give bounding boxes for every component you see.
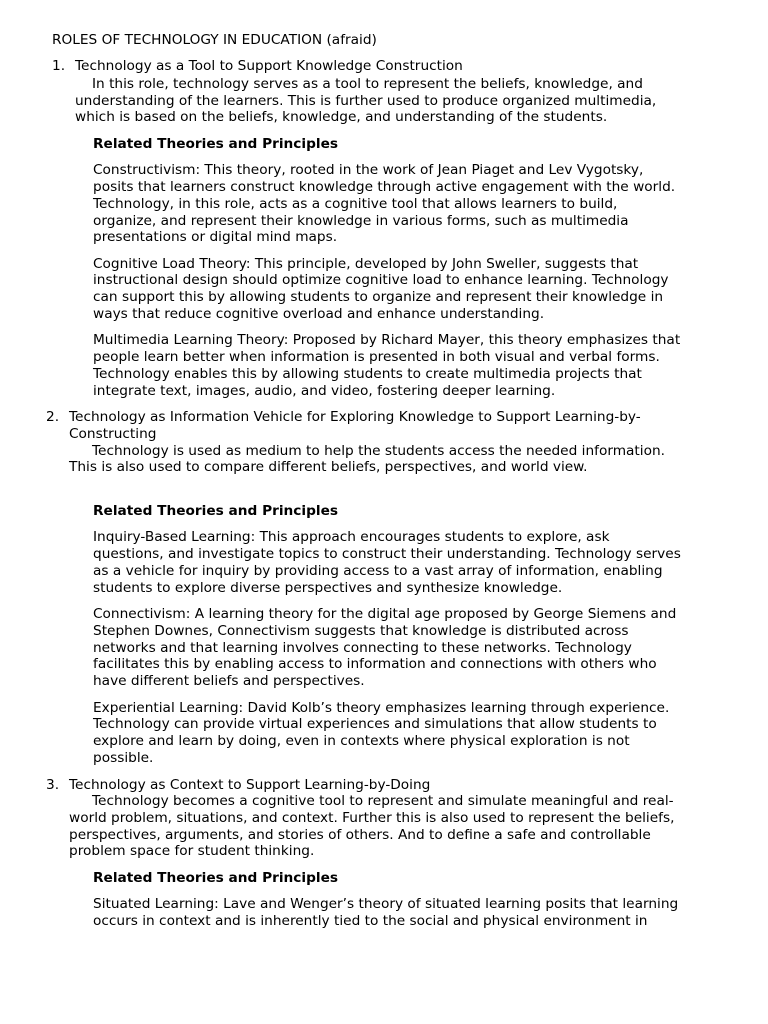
- theory-line: Situated Learning: Lave and Wenger’s theory of situated learning posits that learning: [93, 896, 679, 912]
- section-2-heading-line: Constructing: [69, 426, 157, 442]
- section-2-description-line: Technology is used as medium to help the students access the needed information.: [92, 443, 665, 459]
- theory-line: possible.: [93, 750, 154, 766]
- section-1-description-line: which is based on the beliefs, knowledge, and understanding of the students.: [75, 109, 608, 125]
- section-2-related-heading: Related Theories and Principles: [93, 503, 339, 519]
- theory-line: instructional design should optimize cognitive load to enhance learning. Technology: [93, 272, 669, 288]
- theory-line: Technology can provide virtual experiences and simulations that allow students to: [93, 716, 657, 732]
- theory-line: questions, and investigate topics to construct their understanding. Technology serves: [93, 546, 681, 562]
- section-3-heading: Technology as Context to Support Learning-by-Doing: [69, 777, 431, 793]
- section-3-description-line: Technology becomes a cognitive tool to represent and simulate meaningful and real-: [92, 793, 674, 809]
- section-3-description-line: perspectives, arguments, and stories of others. And to define a safe and controllable: [69, 827, 651, 843]
- theory-line: explore and learn by doing, even in contexts where physical exploration is not: [93, 733, 630, 749]
- section-1-number: 1.: [52, 58, 66, 74]
- section-3-description-line: problem space for student thinking.: [69, 843, 315, 859]
- section-3-description-line: world problem, situations, and context. Further this is also used to represent the beliefs,: [69, 810, 675, 826]
- theory-line: Stephen Downes, Connectivism suggests that knowledge is distributed across: [93, 623, 629, 639]
- theory-line: people learn better when information is presented in both visual and verbal forms.: [93, 349, 660, 365]
- section-1-description-line: understanding of the learners. This is further used to produce organized multimedia,: [75, 93, 657, 109]
- theory-line: Constructivism: This theory, rooted in the work of Jean Piaget and Lev Vygotsky,: [93, 162, 644, 178]
- section-1-description-line: In this role, technology serves as a tool to represent the beliefs, knowledge, and: [92, 76, 643, 92]
- theory-line: networks and that learning involves connecting to these networks. Technology: [93, 640, 632, 656]
- theory-line: can support this by allowing students to organize and represent their knowledge in: [93, 289, 664, 305]
- section-1-heading: Technology as a Tool to Support Knowledge Construction: [75, 58, 463, 74]
- theory-line: Technology enables this by allowing students to create multimedia projects that: [93, 366, 642, 382]
- theory-line: Connectivism: A learning theory for the digital age proposed by George Siemens and: [93, 606, 677, 622]
- section-2-number: 2.: [46, 409, 60, 425]
- theory-line: organize, and represent their knowledge in various forms, such as multimedia: [93, 213, 629, 229]
- theory-line: integrate text, images, audio, and video, fostering deeper learning.: [93, 383, 556, 399]
- theory-line: occurs in context and is inherently tied to the social and physical environment in: [93, 913, 648, 929]
- section-2-heading-line: Technology as Information Vehicle for Exploring Knowledge to Support Learning-by-: [69, 409, 641, 425]
- theory-line: presentations or digital mind maps.: [93, 229, 338, 245]
- theory-line: Technology, in this role, acts as a cognitive tool that allows learners to build,: [93, 196, 618, 212]
- theory-line: Cognitive Load Theory: This principle, developed by John Sweller, suggests that: [93, 256, 639, 272]
- section-3-number: 3.: [46, 777, 60, 793]
- section-2-description-line: This is also used to compare different beliefs, perspectives, and world view.: [69, 459, 588, 475]
- section-3-related-heading: Related Theories and Principles: [93, 870, 339, 886]
- theory-line: ways that reduce cognitive overload and enhance understanding.: [93, 306, 545, 322]
- theory-line: students to explore diverse perspectives and synthesize knowledge.: [93, 580, 563, 596]
- theory-line: have different beliefs and perspectives.: [93, 673, 365, 689]
- theory-line: Inquiry-Based Learning: This approach encourages students to explore, ask: [93, 529, 610, 545]
- theory-line: facilitates this by enabling access to information and connections with others who: [93, 656, 657, 672]
- theory-line: as a vehicle for inquiry by providing access to a vast array of information, enabling: [93, 563, 663, 579]
- section-1-related-heading: Related Theories and Principles: [93, 136, 339, 152]
- theory-line: posits that learners construct knowledge through active engagement with the world.: [93, 179, 676, 195]
- theory-line: Experiential Learning: David Kolb’s theory emphasizes learning through experience.: [93, 700, 670, 716]
- theory-line: Multimedia Learning Theory: Proposed by Richard Mayer, this theory emphasizes that: [93, 332, 681, 348]
- document-title: ROLES OF TECHNOLOGY IN EDUCATION (afraid): [52, 32, 377, 48]
